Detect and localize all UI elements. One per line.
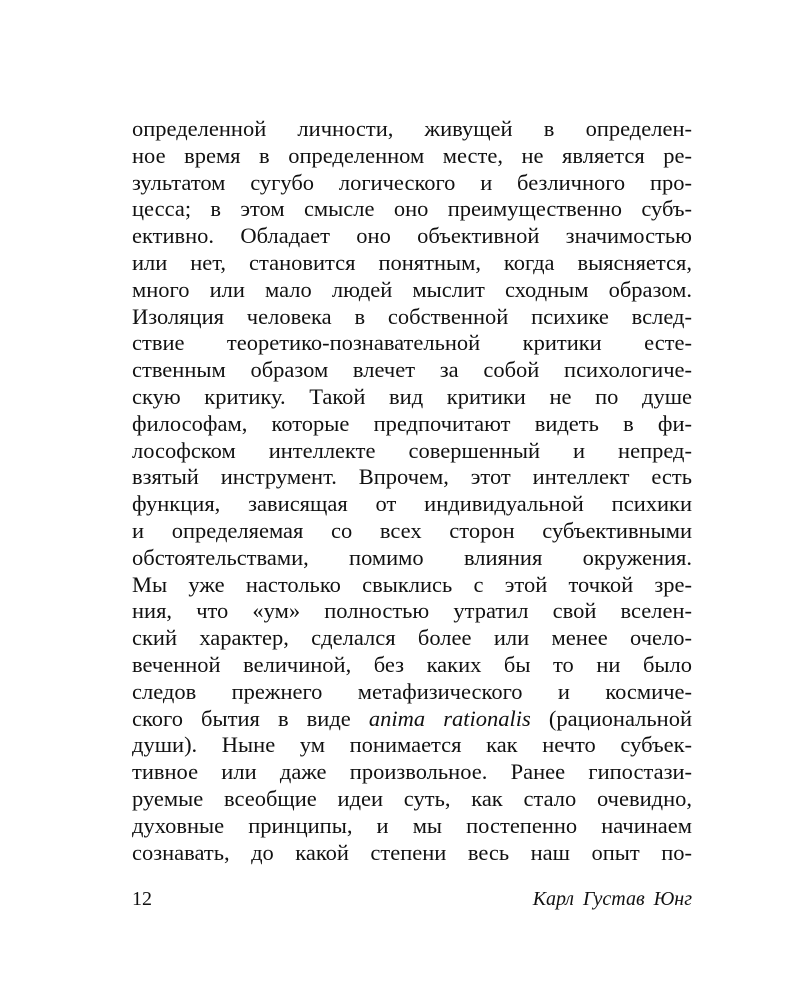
running-author: Карл Густав Юнг [532,888,692,910]
text-line: души). Ныне ум понимается как нечто субъек- [132,732,692,758]
page-body-text [132,116,692,866]
page-footer [132,884,692,914]
text-line: Изоляция человека в собственной психике вслед- [132,303,692,329]
text-line: тивное или даже произвольное. Ранее гипостази- [132,759,692,785]
page-number: 12 [132,888,152,910]
text-line: руемые всеобщие идеи суть, как стало очевидно, [132,785,692,811]
text-segment: ского бытия в виде [132,705,369,731]
text-line-latin-phrase [132,706,692,733]
text-line: следов прежнего метафизического и космиче- [132,678,692,704]
text-line: Мы уже настолько свыклись с этой точкой зре- [132,571,692,597]
latin-term: anima rationalis [368,705,531,731]
text-line: ский характер, сделался более или менее очело- [132,625,692,651]
text-line: ное время в определенном месте, не является ре- [132,142,692,168]
text-line: ективно. Обладает оно объективной значимостью [132,223,692,249]
text-line: веченной величиной, без каких бы то ни было [132,651,692,677]
text-line: цесса; в этом смысле оно преимущественно субъ- [132,196,692,222]
text-line: и определяемая со всех сторон субъективными [132,517,692,543]
text-line: определенной личности, живущей в определен- [132,116,692,141]
text-line: функция, зависящая от индивидуальной психики [132,491,692,517]
text-line: ственным образом влечет за собой психологиче- [132,357,692,383]
text-segment: (рациональной [530,705,692,731]
text-line: скую критику. Такой вид критики не по душе [132,383,692,409]
text-line: обстоятельствами, помимо влияния окружения. [132,544,692,570]
text-line: ствие теоретико-познавательной критики есте- [132,330,692,356]
text-line: духовные принципы, и мы постепенно начинаем [132,812,692,838]
text-line: или нет, становится понятным, когда выясняется, [132,249,692,275]
text-line: много или мало людей мыслит сходным образом. [132,276,692,302]
text-line: лософском интеллекте совершенный и непред- [132,437,692,463]
text-line: взятый инструмент. Впрочем, этот интеллект есть [132,464,692,490]
text-line: философам, которые предпочитают видеть в фи- [132,410,692,436]
text-line: зультатом сугубо логического и безличного про- [132,169,692,195]
text-line: сознавать, до какой степени весь наш опыт по- [132,839,692,865]
text-line: ния, что «ум» полностью утратил свой вселен- [132,598,692,624]
